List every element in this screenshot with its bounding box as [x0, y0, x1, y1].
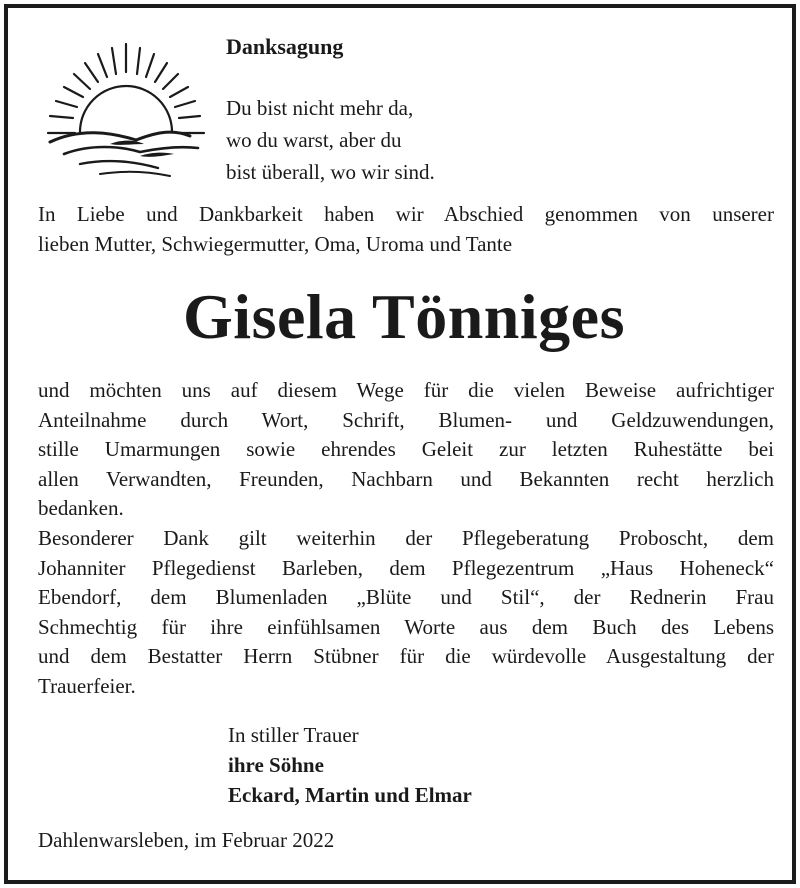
signature-names: Eckard, Martin und Elmar — [228, 783, 472, 807]
signature-relation: ihre Söhne — [228, 753, 324, 777]
body-line: und dem Bestatter Herrn Stübner für die würdevolle Ausgestaltung der — [38, 644, 774, 669]
body-line: Ebendorf, dem Blumenladen „Blüte und Stil“, der Rednerin Frau — [38, 585, 774, 610]
body-line: Johanniter Pflegedienst Barleben, dem Pflegezentrum „Haus Hoheneck“ — [38, 555, 774, 580]
intro-line: In Liebe und Dankbarkeit haben wir Abschied genommen von unserer — [38, 202, 774, 226]
poem — [226, 92, 435, 188]
body-line: Besonderer Dank gilt weiterhin der Pflegeberatung Proboscht, dem — [38, 525, 774, 550]
sunset-over-hills-icon — [40, 36, 210, 181]
body-line: und möchten uns auf diesem Wege für die vielen Beweise aufrichtiger — [38, 378, 774, 402]
signature-intro: In stiller Trauer — [228, 723, 359, 747]
place-and-date: Dahlenwarsleben, im Februar 2022 — [38, 828, 335, 852]
poem-line: bist überall, wo wir sind. — [226, 160, 435, 184]
signature-block — [228, 720, 472, 810]
heading-title: Danksagung — [226, 34, 344, 59]
intro-paragraph — [38, 199, 774, 259]
body-line: Trauerfeier. — [38, 673, 136, 698]
body-line: Schmechtig für ihre einfühlsamen Worte aus dem Buch des Lebens — [38, 614, 774, 639]
thanks-paragraph — [38, 376, 774, 702]
body-line: allen Verwandten, Freunden, Nachbarn und Bekannten recht herzlich — [38, 466, 774, 491]
body-line: bedanken. — [38, 496, 124, 521]
obituary-notice — [4, 4, 796, 884]
deceased-name: Gisela Tönniges — [183, 281, 625, 352]
body-line: Anteilnahme durch Wort, Schrift, Blumen- und Geldzuwendungen, — [38, 407, 774, 432]
body-line: stille Umarmungen sowie ehrendes Geleit zur letzten Ruhestätte bei — [38, 437, 774, 462]
poem-line: wo du warst, aber du — [226, 128, 402, 152]
poem-line: Du bist nicht mehr da, — [226, 96, 414, 120]
intro-line: lieben Mutter, Schwiegermutter, Oma, Uroma und Tante — [38, 232, 513, 256]
